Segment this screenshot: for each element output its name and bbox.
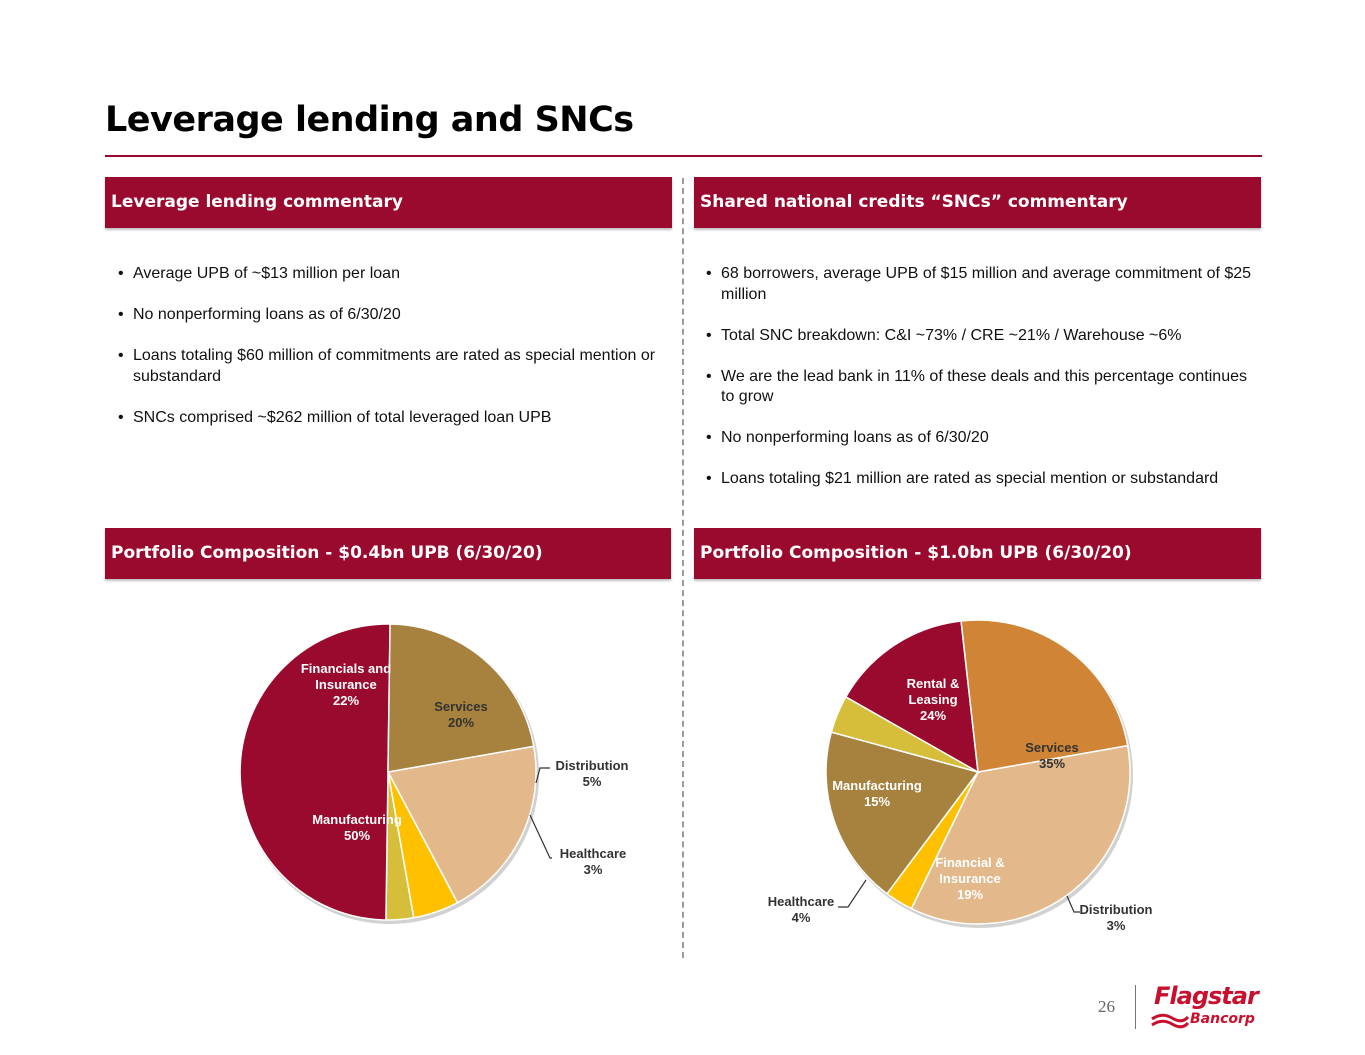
left-chart-header: Portfolio Composition - $0.4bn UPB (6/30/20) [105, 528, 671, 579]
leverage-commentary-header: Leverage lending commentary [105, 177, 672, 228]
swoosh-icon [1150, 1010, 1190, 1030]
data-label-rental-and-leasing: 24% [919, 708, 947, 723]
snc-bullet: • 68 borrowers, average UPB of $15 million and average commitment of $25 million [704, 264, 1254, 305]
logo-wordmark: Flagstar [1154, 982, 1258, 1010]
logo-divider [1135, 985, 1136, 1029]
data-label-services: 35% [1038, 756, 1066, 771]
page-number: 26 [1098, 997, 1115, 1016]
leverage-bullet: • SNCs comprised ~$262 million of total leveraged loan UPB [116, 408, 656, 429]
data-label-services: Services [1025, 740, 1079, 755]
data-label-distribution: Distribution [555, 758, 629, 773]
snc-bullet: • Loans totaling $21 million are rated as special mention or substandard [704, 469, 1254, 490]
data-label-financial-and-insurance: Financial & [935, 855, 1005, 870]
data-label-financials-and-insurance: 22% [332, 693, 360, 708]
data-label-healthcare: Healthcare [559, 846, 627, 861]
snc-bullet: • No nonperforming loans as of 6/30/20 [704, 428, 1254, 449]
data-label-financial-and-insurance: Insurance [939, 871, 1001, 886]
data-label-services: 20% [447, 715, 475, 730]
data-label-financials-and-insurance: Insurance [315, 677, 377, 692]
data-label-financials-and-insurance: Financials and [300, 661, 392, 676]
data-label-financial-and-insurance: 19% [956, 887, 984, 902]
data-label-services: Services [434, 699, 488, 714]
data-label-distribution: Distribution [1079, 902, 1153, 917]
data-label-manufacturing: 15% [863, 794, 891, 809]
snc-commentary-header: Shared national credits “SNCs” commentary [694, 177, 1261, 228]
right-chart-header: Portfolio Composition - $1.0bn UPB (6/30/20) [694, 528, 1261, 579]
snc-bullet: • We are the lead bank in 11% of these deals and this percentage continues to grow [704, 367, 1254, 408]
leader-line-healthcare [838, 880, 866, 907]
data-label-healthcare: 3% [583, 862, 603, 877]
data-label-distribution: 5% [582, 774, 602, 789]
data-label-rental-and-leasing: Leasing [908, 692, 958, 707]
snc-bullet: • Total SNC breakdown: C&I ~73% / CRE ~21% / Warehouse ~6% [704, 326, 1254, 347]
data-label-manufacturing: Manufacturing [312, 812, 402, 827]
page-title: Leverage lending and SNCs [105, 100, 634, 140]
leverage-bullet: • Average UPB of ~$13 million per loan [116, 264, 656, 285]
logo-subtitle: Bancorp [1190, 1011, 1255, 1027]
data-label-distribution: 3% [1106, 918, 1126, 933]
data-label-manufacturing: Manufacturing [832, 778, 922, 793]
leverage-bullet: • Loans totaling $60 million of commitments are rated as special mention or substandard [116, 346, 656, 387]
data-label-healthcare: Healthcare [767, 894, 835, 909]
data-label-rental-and-leasing: Rental & [906, 676, 960, 691]
leverage-bullet: • No nonperforming loans as of 6/30/20 [116, 305, 656, 326]
data-label-healthcare: 4% [791, 910, 811, 925]
flagstar-logo [1150, 982, 1268, 1032]
data-label-manufacturing: 50% [343, 828, 371, 843]
